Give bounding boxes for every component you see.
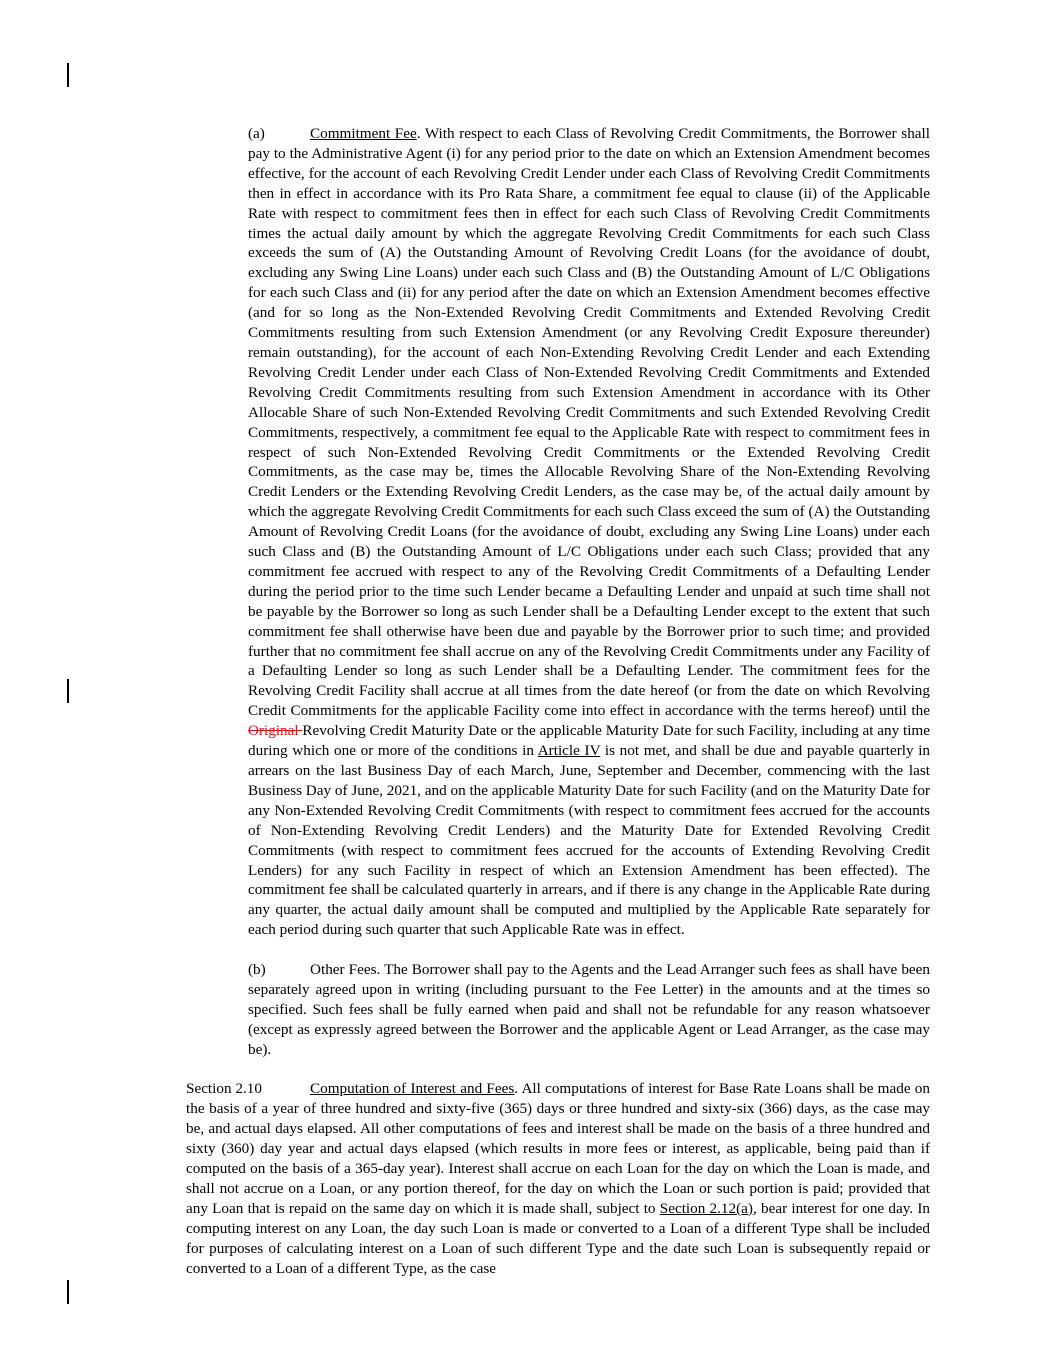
commitment-fee-text-3: is not met, and shall be due and payable quarterly in arrears on the last Business Day of each March, June, September and December, commencing with the last Business Day of June, 2021, and on the applicable Maturity Date for such Facility (and on the Maturity Date for any Non-Extended Revolving Credit Commitments (with respect to commitment fees accrued for the accounts of Non-Extending Revolving Credit Lenders) and the Maturity Date for Extended Revolving Credit Commitments (with respect to commitment fees accrued for the accounts of Extending Revolving Credit Lenders) for any such Facility in respect of which an Extension Amendment has been effected). The commitment fee shall be calculated quarterly in arrears, and if there is any change in the Applicable Rate during any quarter, the actual daily amount shall be computed and multiplied by the Applicable Rate separately for each period during such quarter that such Applicable Rate was in effect. — [248, 742, 931, 939]
commitment-fee-text-1: . With respect to each Class of Revolving Credit Commitments, the Borrower shall pay to the Administrative Agent (i) for any period prior to the date on which an Extension Amendment becomes effective, for the account of each Revolving Credit Lender under each Class of Revolving Credit Commitments then in effect in accordance with its Pro Rata Share, a commitment fee equal to clause (ii) of the Applicable Rate with respect to commitment fees then in effect for each such Class of Revolving Credit Commitments times the actual daily amount by which the aggregate Revolving Credit Commitments for each such Class exceeds the sum of (A) the Outstanding Amount of Revolving Credit Loans (for the avoidance of doubt, excluding any Swing Line Loans) under each such Class and (B) the Outstanding Amount of L/C Obligations for each such Class and (ii) for any period after the date on which an Extension Amendment becomes effective (and for so long as the Non-Extended Revolving Credit Commitments and Extended Revolving Credit Commitments resulting from such Extension Amendment (or any Revolving Credit Exposure thereunder) remain outstanding), for the account of each Non-Extending Revolving Credit Lender and each Extending Revolving Credit Lender under each Class of Non-Extended Revolving Credit Commitments and Extended Revolving Credit Commitments resulting from such Extension Amendment in accordance with its Other Allocable Share of such Non-Extended Revolving Credit Commitments and such Extended Revolving Credit Commitments, respectively, a commitment fee equal to the Applicable Rate with respect to commitment fees in respect of such Non-Extended Revolving Credit Commitments or the Extended Revolving Credit Commitments, as the case may be, times the Allocable Revolving Share of the Non-Extending Revolving Credit Lenders or the Extending Revolving Credit Lenders, as the case may be, of the actual daily amount by which the aggregate Revolving Credit Commitments for each such Class exceed the sum of (A) the Outstanding Amount of Revolving Credit Loans (for the avoidance of doubt, excluding any Swing Line Loans) under each such Class and (B) the Outstanding Amount of L/C Obligations under each such Class; provided that any commitment fee accrued with respect to any of the Revolving Credit Commitments of a Defaulting Lender during the period prior to the time such Lender became a Defaulting Lender and unpaid at such time shall not be payable by the Borrower so long as such Lender shall be a Defaulting Lender except to the extent that such commitment fee shall otherwise have been due and payable by the Borrower prior to such time; and provided further that no commitment fee shall accrue on any of the Revolving Credit Commitments under any Facility of a Defaulting Lender so long as such Lender shall be a Defaulting Lender. The commitment fees for the Revolving Credit Facility shall accrue at all times from the date hereof (or from the date on which Revolving Credit Commitments for the applicable Facility come into effect in accordance with the terms hereof) until the — [248, 125, 930, 720]
document-body — [124, 124, 930, 1279]
change-bar-bottom — [67, 1280, 69, 1304]
paragraph-label-a: (a) — [248, 125, 265, 142]
paragraph-other-fees — [124, 960, 930, 1060]
paragraph-commitment-fee — [124, 124, 930, 940]
section-2-12a-reference: Section 2.12(a) — [659, 1199, 753, 1217]
commitment-fee-heading: Commitment Fee — [310, 125, 417, 142]
change-bar-top — [67, 63, 69, 87]
section-2-10 — [124, 1079, 930, 1278]
article-iv-reference: Article IV — [537, 742, 601, 760]
other-fees-text: Other Fees. The Borrower shall pay to the Agents and the Lead Arranger such fees as shall have been separately agreed upon in writing (including pursuant to the Fee Letter) in the amounts and at the times so specified. Such fees shall be fully earned when paid and shall not be refundable for any reason whatsoever (except as expressly agreed between the Borrower and the applicable Agent or Lead Arranger, as the case may be). — [248, 961, 930, 1058]
commitment-fee-text-2: Revolving Credit Maturity Date or the applicable Maturity Date for such Facility, including at any time during which one or more of the conditions in — [248, 722, 930, 760]
change-bar-middle — [67, 679, 69, 703]
section-label: Section 2.10 — [186, 1080, 262, 1098]
section-text-2: , bear interest for one day. In computing interest on any Loan, the day such Loan is made or converted to a Loan of a different Type shall be included for purposes of calculating interest on a Loan of such different Type and the date such Loan is subsequently repaid or converted to a Loan of a different Type, as the case — [186, 1199, 930, 1277]
deleted-text: Original — [248, 722, 303, 740]
section-text-1: . All computations of interest for Base Rate Loans shall be made on the basis of a year of three hundred and sixty-five (365) days or three hundred and sixty-six (366) days, as the case may be, and actual days elapsed. All other computations of fees and interest shall be made on the basis of a three hundred and sixty (360) day year and actual days elapsed (which results in more fees or interest, as applicable, being paid than if computed on the basis of a 365-day year). Interest shall accrue on each Loan for the day on which the Loan is made, and shall not accrue on a Loan, or any portion thereof, for the day on which the Loan or such portion is paid; provided that any Loan that is repaid on the same day on which it is made shall, subject to — [186, 1080, 930, 1217]
section-heading: Computation of Interest and Fees — [310, 1080, 515, 1098]
paragraph-label-b: (b) — [248, 961, 266, 979]
